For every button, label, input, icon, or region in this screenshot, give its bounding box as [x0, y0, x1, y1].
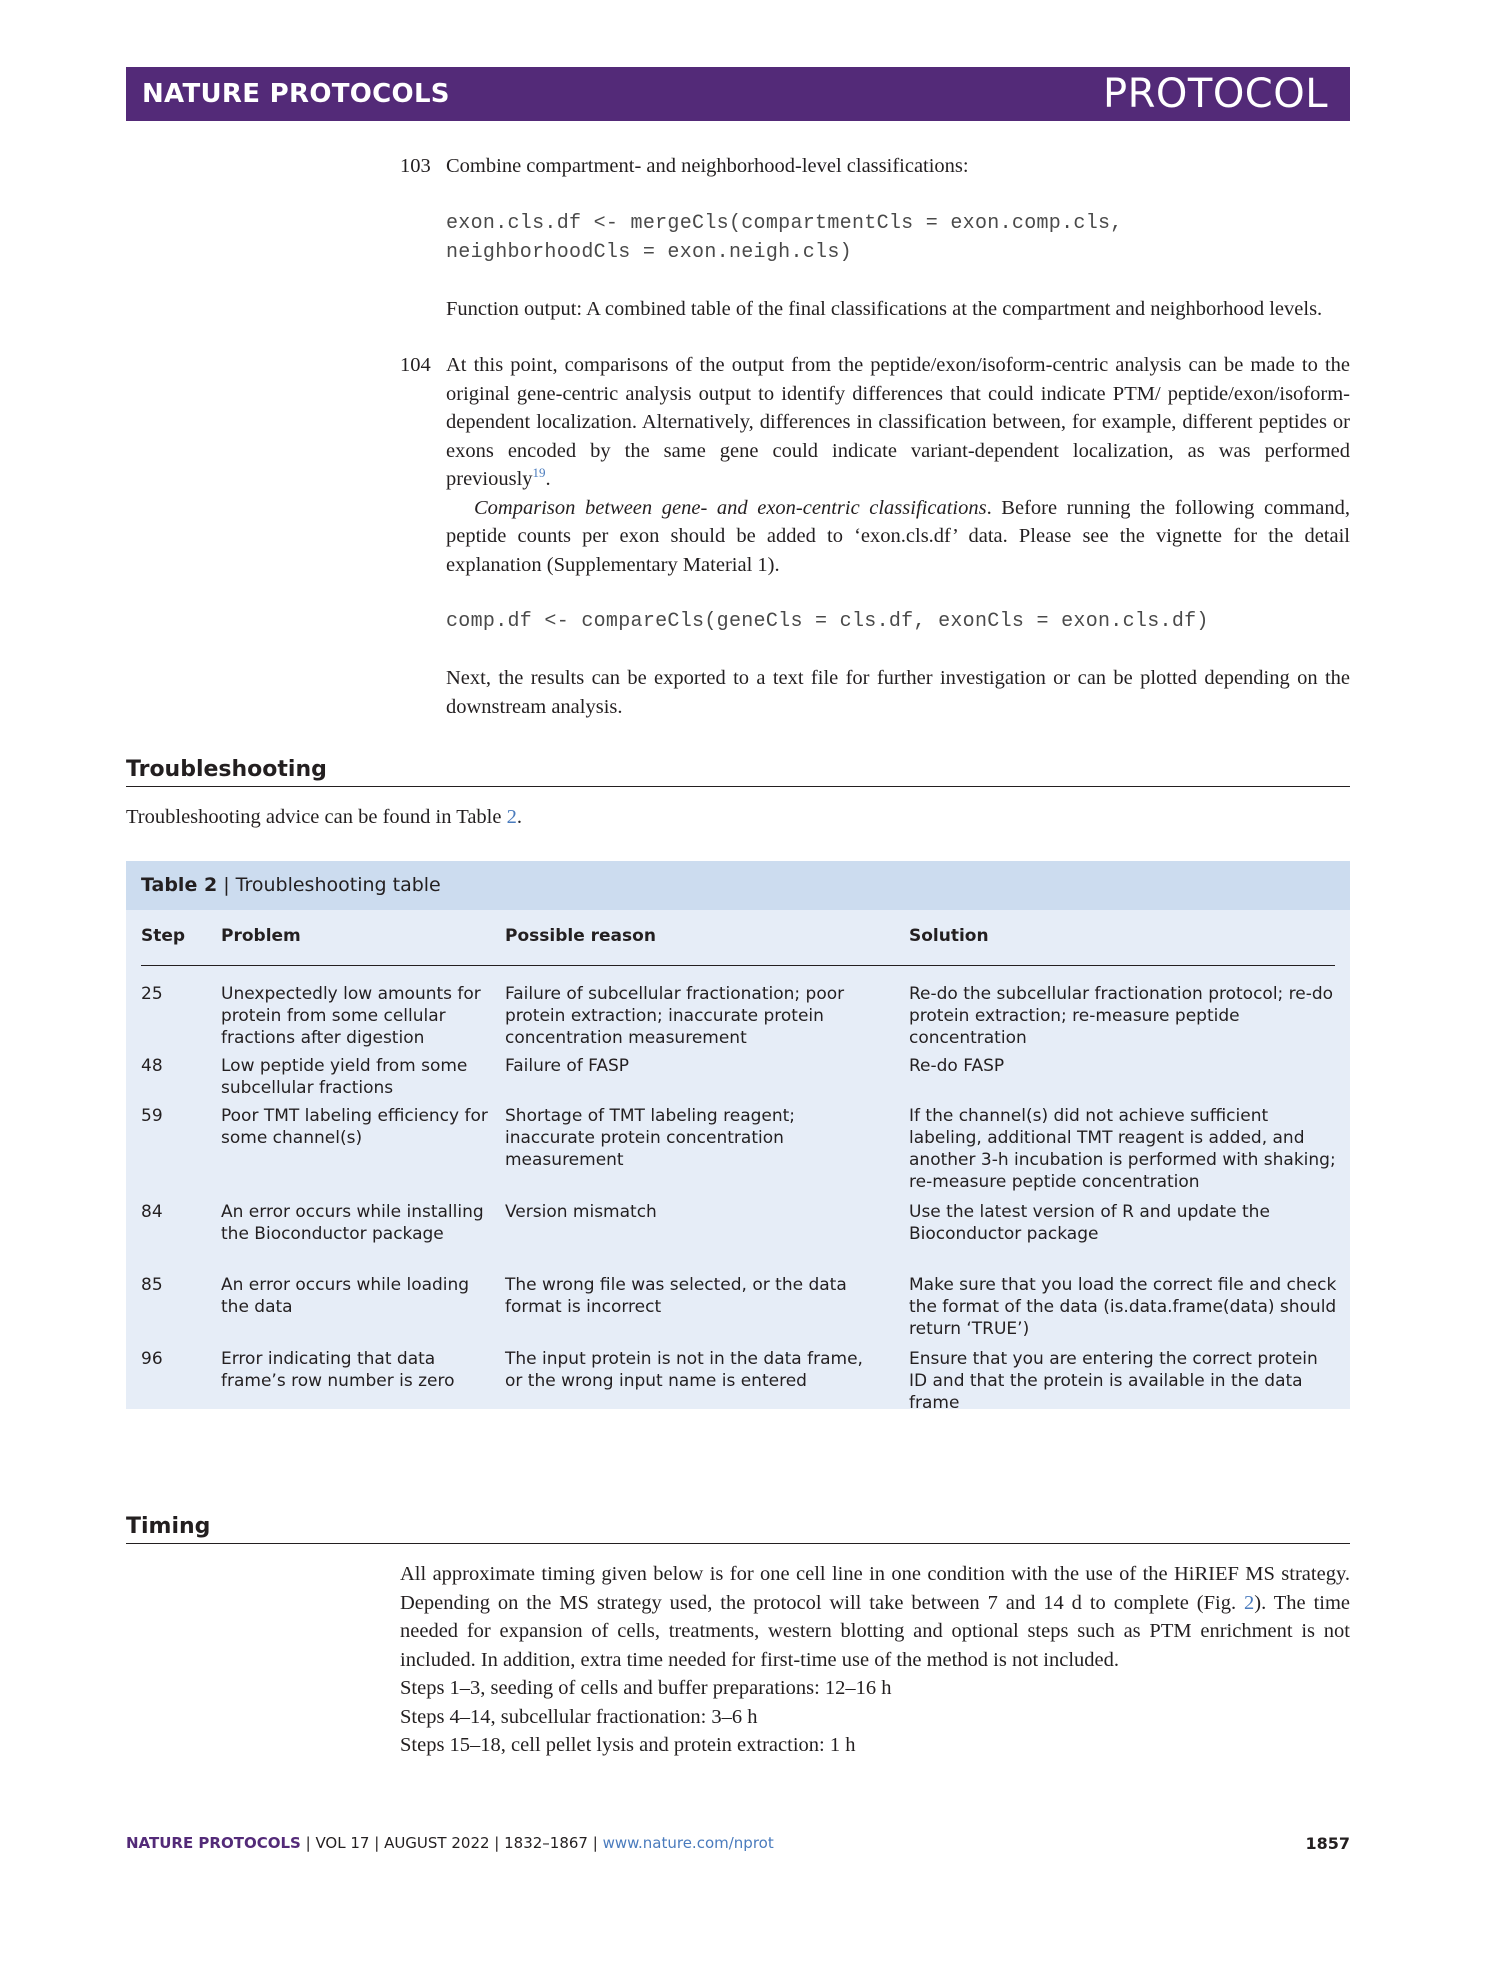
- next-text: Next, the results can be exported to a text file for further investigation or can be plotted depending on the downstream analysis.: [446, 667, 1350, 718]
- citation-link[interactable]: 19: [532, 465, 546, 480]
- timing-line: Steps 1–3, seeding of cells and buffer preparations: 12–16 h: [400, 1677, 892, 1699]
- cell-solution: Re-do the subcellular fractionation protocol; re-do protein extraction; re-measure peptide concentration: [909, 984, 1334, 1048]
- cell-problem: An error occurs while installing the Bioconductor package: [221, 1202, 484, 1244]
- header-problem: Problem: [221, 926, 301, 946]
- timing-line: Steps 4–14, subcellular fractionation: 3–6 h: [400, 1705, 758, 1728]
- cell-solution: Ensure that you are entering the correct protein ID and that the protein is available in the data frame: [909, 1349, 1318, 1413]
- table-header-row: [141, 925, 1335, 966]
- table-link[interactable]: 2: [506, 806, 517, 828]
- footer-pages: 1832–1867: [504, 1834, 588, 1852]
- cell-solution: Make sure that you load the correct file and check the format of the data (is.data.frame(data) should return ‘TRUE’): [909, 1275, 1337, 1339]
- cell-step: 85: [141, 1275, 163, 1295]
- cell-step: 96: [141, 1349, 163, 1369]
- journal-name: NATURE PROTOCOLS: [142, 79, 450, 109]
- header-solution: Solution: [909, 926, 989, 946]
- comparison-text: . Before running the following command, peptide counts per exon should be added to ‘exon.cls.df’ data. Please see the vignette for the detail explanation (Supplementary Material 1).: [446, 496, 1350, 576]
- footer-date: AUGUST 2022: [384, 1834, 490, 1852]
- page-footer: NATURE PROTOCOLS | VOL 17 | AUGUST 2022 | 1832–1867 | www.nature.com/nprot 1857: [126, 1834, 1350, 1853]
- code-line: exon.cls.df <- mergeCls(compartmentCls = exon.comp.cls,: [446, 211, 1123, 235]
- cell-step: 59: [141, 1106, 163, 1126]
- cell-problem: Error indicating that data frame’s row number is zero: [221, 1349, 455, 1391]
- figure-link[interactable]: 2: [1244, 1591, 1255, 1614]
- cell-problem: Poor TMT labeling efficiency for some channel(s): [221, 1106, 488, 1148]
- step-text: Combine compartment- and neighborhood-level classifications:: [446, 155, 969, 177]
- cell-reason: The wrong file was selected, or the data format is incorrect: [505, 1275, 847, 1317]
- cell-step: 84: [141, 1202, 163, 1222]
- comparison-title: Comparison between gene- and exon-centric classifications: [474, 496, 987, 519]
- timing-heading: Timing: [126, 1514, 1350, 1544]
- journal-header-bar: [126, 67, 1350, 121]
- cell-reason: Version mismatch: [505, 1202, 657, 1222]
- troubleshooting-heading: Troubleshooting: [126, 757, 1350, 787]
- step-103: [400, 152, 1350, 323]
- cell-reason: Shortage of TMT labeling reagent; inaccurate protein concentration measurement: [505, 1106, 796, 1170]
- cell-solution: Use the latest version of R and update the Bioconductor package: [909, 1202, 1270, 1244]
- cell-step: 25: [141, 984, 163, 1004]
- cell-problem: Low peptide yield from some subcellular fractions: [221, 1056, 468, 1098]
- step-text: At this point, comparisons of the output from the peptide/exon/isoform-centric analysis can be made to the original gene-centric analysis output to identify differences that could indicate PTM/ peptide/exon/isoform-dependent localization. Alternatively, differences in classification between, for example, different peptides or exons encoded by the same gene could indicate variant-dependent localization, as was performed previously: [446, 354, 1350, 490]
- cell-reason: The input protein is not in the data frame, or the wrong input name is entered: [505, 1349, 863, 1391]
- timing-line: Steps 15–18, cell pellet lysis and protein extraction: 1 h: [400, 1734, 856, 1756]
- step-number: 104: [400, 354, 431, 376]
- code-line: comp.df <- compareCls(geneCls = cls.df, exonCls = exon.cls.df): [446, 610, 1209, 633]
- function-output: Function output: A combined table of the final classifications at the compartment and neighborhood levels.: [446, 297, 1323, 320]
- article-type: PROTOCOL: [1102, 71, 1328, 117]
- cell-reason: Failure of subcellular fractionation; poor protein extraction; inaccurate protein concentration measurement: [505, 984, 845, 1048]
- footer-volume: VOL 17: [315, 1834, 370, 1852]
- code-line: neighborhoodCls = exon.neigh.cls): [446, 240, 852, 264]
- step-104: 104 At this point, comparisons of the output from the peptide/exon/isoform-centric analysis can be made to the original gene-centric analysis output to identify differences that could indicate PTM/ peptide/exon/isoform-dependent localization. Alternatively, differences in classification between, for example, different peptides or exons encoded by the same gene could indicate variant-dependent localization, as was performed previously$^{19}$. Comparison between gene- and exon-centric classifications. Before running the following command, peptide counts per exon should be added to ‘exon.cls.df’ data. Please see the vignette for the detail explanation (Supplementary Material 1). comp.df <- compareCls(geneCls = cls.df, exonCls = exon.cls.df) Next, the results can be exported to a text file for further investigation or can be plotted depending on the downstream analysis.: [400, 351, 1350, 721]
- page-number: 1857: [1305, 1834, 1350, 1853]
- header-step: Step: [141, 926, 186, 946]
- cell-problem: An error occurs while loading the data: [221, 1275, 470, 1317]
- troubleshooting-intro: Troubleshooting advice can be found in Table 2.: [126, 806, 522, 828]
- cell-step: 48: [141, 1056, 163, 1076]
- footer-url[interactable]: www.nature.com/nprot: [602, 1834, 774, 1852]
- header-reason: Possible reason: [505, 926, 656, 946]
- cell-problem: Unexpectedly low amounts for protein from some cellular fractions after digestion: [221, 984, 481, 1048]
- cell-solution: If the channel(s) did not achieve sufficient labeling, additional TMT reagent is added, and another 3-h incubation is performed with shaking; re-measure peptide concentration: [909, 1106, 1336, 1192]
- step-number: 103: [400, 155, 431, 177]
- troubleshooting-table: [126, 861, 1350, 1413]
- timing-body: All approximate timing given below is for one cell line in one condition with the use of the HiRIEF MS strategy. Depending on the MS strategy used, the protocol will take between 7 and 14 d to complete (Fig. 2). The time needed for expansion of cells, treatments, western blotting and optional steps such as PTM enrichment is not included. In addition, extra time needed for first-time use of the method is not included. Steps 1–3, seeding of cells and buffer preparations: 12–16 h Steps 4–14, subcellular fractionation: 3–6 h Steps 15–18, cell pellet lysis and protein extraction: 1 h: [400, 1560, 1350, 1760]
- table-title: Table 2 | Troubleshooting table: [126, 861, 1350, 910]
- cell-reason: Failure of FASP: [505, 1056, 630, 1076]
- cell-solution: Re-do FASP: [909, 1056, 1005, 1076]
- footer-journal: NATURE PROTOCOLS: [126, 1834, 301, 1852]
